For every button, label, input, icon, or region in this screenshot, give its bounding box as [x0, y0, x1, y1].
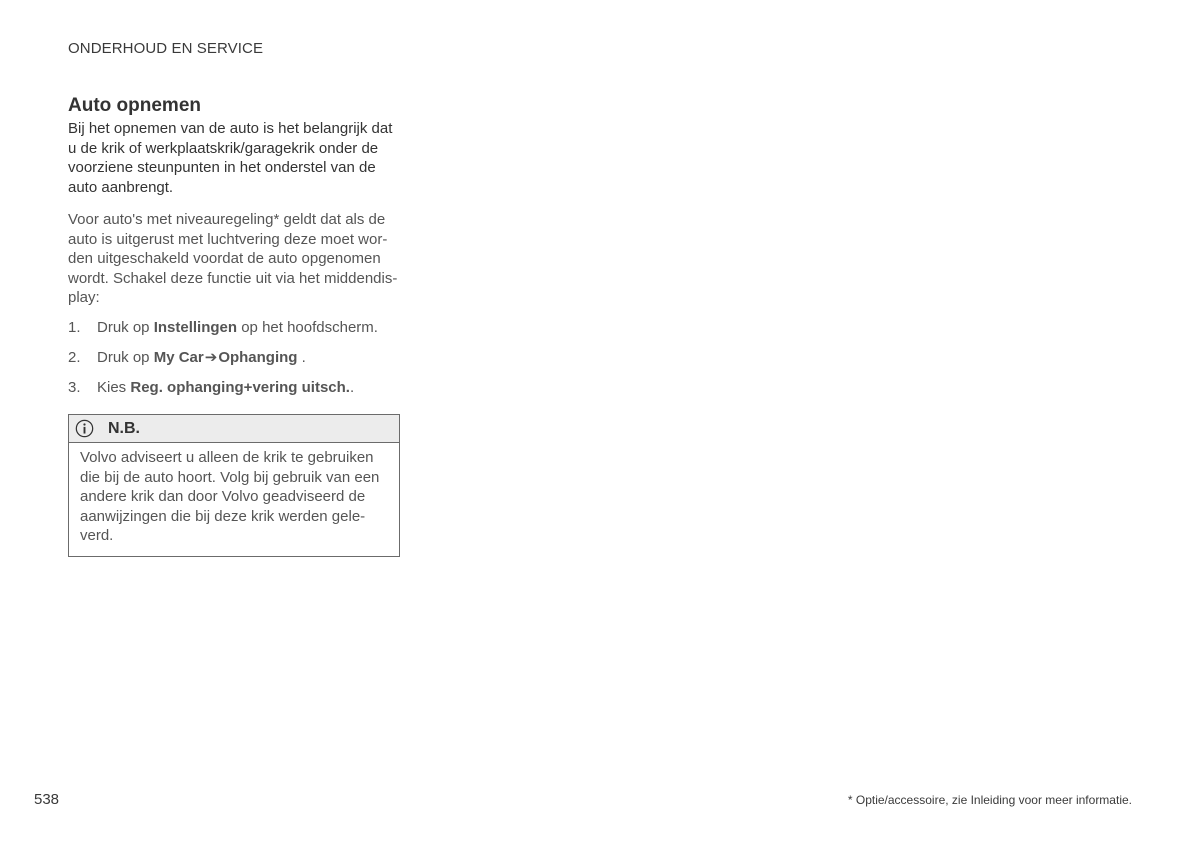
- step-text: [97, 348, 306, 368]
- step-post: .: [349, 378, 355, 396]
- note-box: [68, 414, 400, 557]
- section-header: ONDERHOUD EN SERVICE: [68, 40, 264, 57]
- step-number: 2.: [68, 348, 81, 366]
- page-title: Auto opnemen: [68, 95, 201, 116]
- body-paragraph: Voor auto's met niveauregeling* geldt dat als de auto is uitgerust met luchtvering deze moet wor-den uitgeschakeld voordat de auto opgenomen wordt. Schakel deze functie uit via het middendis-play:: [68, 211, 398, 306]
- step-number: 3.: [68, 378, 81, 396]
- step-item: [68, 318, 402, 338]
- step-item: [68, 348, 402, 368]
- note-text: Volvo adviseert u alleen de krik te gebruiken die bij de auto hoort. Volg bij gebruik van een andere krik dan door Volvo geadviseerd de aanwijzingen die bij deze krik werden gele-verd.: [80, 449, 380, 544]
- step-menu-item: My Car: [153, 348, 204, 366]
- steps-list: [68, 318, 402, 398]
- step-pre: Druk op: [97, 348, 150, 366]
- step-post: .: [301, 348, 306, 366]
- intro-paragraph: Bij het opnemen van de auto is het belangrijk dat u de krik of werkplaatskrik/garagekrik onder de voorziene steunpunten in het onderstel van de auto aanbrengt.: [68, 120, 393, 196]
- note-label: N.B.: [108, 419, 140, 437]
- info-icon: [75, 419, 94, 438]
- step-menu-item: Instellingen: [153, 318, 238, 336]
- step-pre: Druk op: [97, 318, 150, 336]
- step-menu-item: Reg. ophanging+vering uitsch.: [130, 378, 350, 396]
- step-text: [97, 318, 378, 338]
- step-text: [97, 378, 354, 398]
- step-item: [68, 378, 402, 398]
- article: [68, 94, 402, 408]
- page-number: 538: [34, 791, 60, 808]
- step-post: op het hoofdscherm.: [241, 318, 378, 336]
- footnote: * Optie/accessoire, zie Inleiding voor meer informatie.: [847, 793, 1132, 807]
- step-number: 1.: [68, 318, 81, 336]
- step-menu-item: Ophanging: [218, 348, 298, 366]
- note-header: [69, 415, 399, 443]
- step-pre: Kies: [97, 378, 127, 396]
- arrow-right-icon: ➔: [204, 348, 218, 366]
